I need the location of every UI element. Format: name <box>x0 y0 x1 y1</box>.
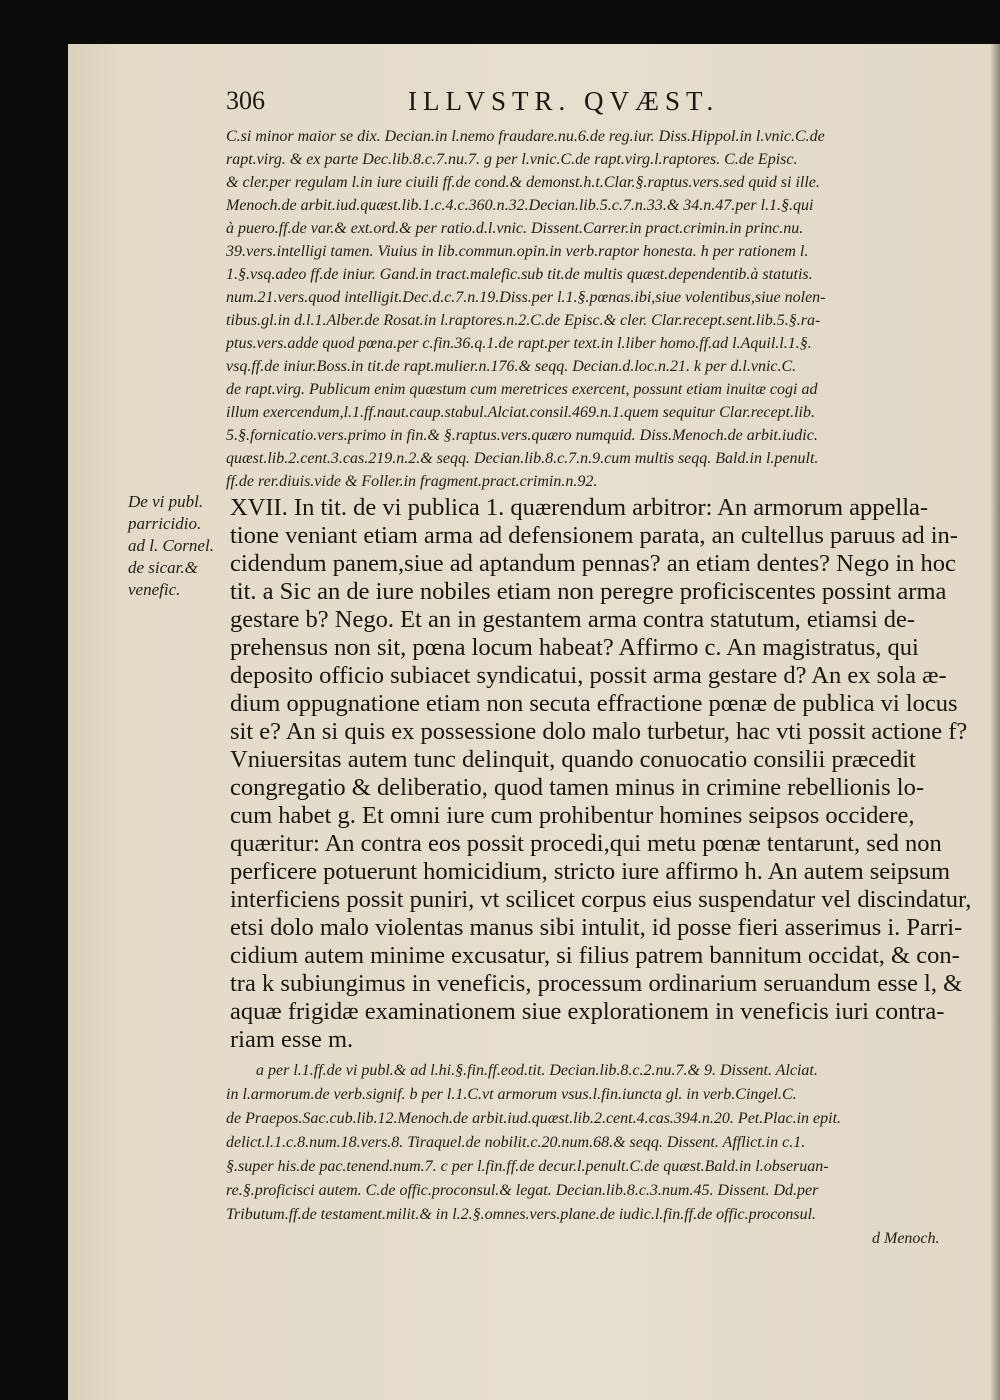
main-text-line: tit. a Sic an de iure nobiles etiam non peregre proficiscentes possint arma <box>230 578 947 605</box>
main-text-line: cum habet g. Et omni iure cum prohibentur homines seipsos occidere, <box>230 802 915 829</box>
margin-note-line: de sicar.& <box>128 558 198 577</box>
top-note-line: ff.de rer.diuis.vide & Foller.in fragment.pract.crimin.n.92. <box>226 473 598 490</box>
margin-note-line: ad l. Cornel. <box>128 536 214 555</box>
footnote-line: in l.armorum.de verb.signif. b per l.1.C.vt armorum vsus.l.fin.iuncta gl. in verb.Cingel.C. <box>226 1086 797 1103</box>
running-title: ILLVSTR. QVÆST. <box>408 86 720 116</box>
top-note-line: quæst.lib.2.cent.3.cas.219.n.2.& seqq. Decian.lib.8.c.7.n.9.cum multis seqq. Bald.in l.penult. <box>226 450 819 467</box>
main-text-line: XVII. In tit. de vi publica 1. quærendum arbitror: An armorum appella- <box>230 494 929 521</box>
main-text-line: cidium autem minime excusatur, si filius patrem bannitum occidat, & con- <box>230 942 960 969</box>
top-note-line: à puero.ff.de var.& ext.ord.& per ratio.d.l.vnic. Dissent.Carrer.in pract.crimin.in princ.nu. <box>226 220 804 237</box>
top-note-line: rapt.virg. & ex parte Dec.lib.8.c.7.nu.7. g per l.vnic.C.de rapt.virg.l.raptores. C.de Episc. <box>226 151 798 168</box>
main-text-line: interficiens possit puniri, vt scilicet corpus eius suspendatur vel discindatur, <box>230 886 972 913</box>
main-text-line: tione veniant etiam arma ad defensionem parata, an cultellus paruus ad in- <box>230 522 958 549</box>
top-note-line: Menoch.de arbit.iud.quæst.lib.1.c.4.c.360.n.32.Decian.lib.5.c.7.n.33.& 34.n.47.per l.1.§.qui <box>226 197 814 214</box>
page-number: 306 <box>226 86 265 115</box>
margin-note-line: venefic. <box>128 580 181 599</box>
top-note-line: ptus.vers.adde quod pœna.per c.fin.36.q.1.de rapt.per text.in l.liber homo.ff.ad l.Aquil.l.1.§. <box>226 335 812 352</box>
top-note-line: tibus.gl.in d.l.1.Alber.de Rosat.in l.raptores.n.2.C.de Episc.& cler. Clar.recept.sent.lib.5.§.ra- <box>226 312 821 329</box>
top-note-line: & cler.per regulam l.in iure ciuili ff.de cond.& demonst.h.t.Clar.§.raptus.vers.sed quid si ille. <box>226 174 820 191</box>
main-text-line: quæritur: An contra eos possit procedi,qui metu pœnæ tentarunt, sed non <box>230 830 942 857</box>
main-text-line: perficere potuerunt homicidium, stricto iure affirmo h. An autem seipsum <box>230 858 951 885</box>
top-note-line: 1.§.vsq.adeo ff.de iniur. Gand.in tract.malefic.sub tit.de multis quæst.dependentib.à statutis. <box>226 266 813 283</box>
catchword: d Menoch. <box>872 1230 940 1247</box>
main-text-line: dium oppugnatione etiam non secuta effractione pœnæ de publica vi locus <box>230 690 958 717</box>
margin-note-line: parricidio. <box>128 514 202 533</box>
main-text-line: deposito officio subiacet syndicatui, possit arma gestare d? An ex sola æ- <box>230 662 947 689</box>
footnote-line: delict.l.1.c.8.num.18.vers.8. Tiraquel.de nobilit.c.20.num.68.& seqq. Dissent. Afflict.in c.1. <box>226 1134 806 1151</box>
main-text-line: congregatio & deliberatio, quod tamen minus in crimine rebellionis lo- <box>230 774 924 801</box>
margin-note-line: De vi publ. <box>128 492 204 511</box>
top-note-line: num.21.vers.quod intelligit.Dec.d.c.7.n.19.Diss.per l.1.§.pœnas.ibi,siue volentibus,siue nolen- <box>226 289 826 306</box>
top-note-line: 39.vers.intelligi tamen. Viuius in lib.commun.opin.in verb.raptor honesta. h per rationem l. <box>226 243 809 260</box>
main-text-line: etsi dolo malo violentas manus sibi intulit, id posse fieri asserimus i. Parri- <box>230 914 963 941</box>
top-note-line: 5.§.fornicatio.vers.primo in fin.& §.raptus.vers.quæro numquid. Diss.Menoch.de arbit.iudic. <box>226 427 818 444</box>
main-text-line: gestare b? Nego. Et an in gestantem arma contra statutum, etiamsi de- <box>230 606 916 633</box>
top-note-line: de rapt.virg. Publicum enim quæstum cum meretrices exercent, possunt etiam inuitæ cogi ad <box>226 381 818 398</box>
main-text-line: riam esse m. <box>230 1026 354 1053</box>
main-text-line: aquæ frigidæ examinationem siue explorationem in veneficis iuri contra- <box>230 998 945 1025</box>
top-note-line: illum exercendum,l.1.ff.naut.caup.stabul.Alciat.consil.469.n.1.quem sequitur Clar.recept.lib. <box>226 404 815 421</box>
main-text-line: prehensus non sit, pœna locum habeat? Affirmo c. An magistratus, qui <box>230 634 919 661</box>
main-text-line: Vniuersitas autem tunc delinquit, quando conuocatio consilii præcedit <box>230 746 916 773</box>
footnote-line: Tributum.ff.de testament.milit.& in l.2.§.omnes.vers.plane.de iudic.l.fin.ff.de offic.proconsul. <box>226 1206 817 1223</box>
main-text-line: tra k subiungimus in veneficis, processum ordinarium seruandum esse l, & <box>230 970 963 997</box>
top-note-line: C.si minor maior se dix. Decian.in l.nemo fraudare.nu.6.de reg.iur. Diss.Hippol.in l.vnic.C.de <box>226 128 825 145</box>
footnote-line: re.§.proficisci autem. C.de offic.proconsul.& legat. Decian.lib.8.c.3.num.45. Dissent. Dd.per <box>226 1182 819 1199</box>
main-text-line: sit e? An si quis ex possessione dolo malo turbetur, hac vti possit actione f? <box>230 718 968 745</box>
top-note-line: vsq.ff.de iniur.Boss.in tit.de rapt.mulier.n.176.& seqq. Decian.d.loc.n.21. k per d.l.vnic.C. <box>226 358 797 375</box>
footnote-line: §.super his.de pac.tenend.num.7. c per l.fin.ff.de decur.l.penult.C.de quæst.Bald.in l.obseruan- <box>226 1158 829 1175</box>
main-text-line: cidendum panem,siue ad aptandum pennas? an etiam dentes? Nego in hoc <box>230 550 956 577</box>
footnote-line: de Praepos.Sac.cub.lib.12.Menoch.de arbit.iud.quæst.lib.2.cent.4.cas.394.n.20. Pet.Plac.in epit. <box>226 1110 842 1127</box>
footnote-line: a per l.1.ff.de vi publ.& ad l.hi.§.fin.ff.eod.tit. Decian.lib.8.c.2.nu.7.& 9. Dissent. Alciat. <box>256 1062 818 1079</box>
